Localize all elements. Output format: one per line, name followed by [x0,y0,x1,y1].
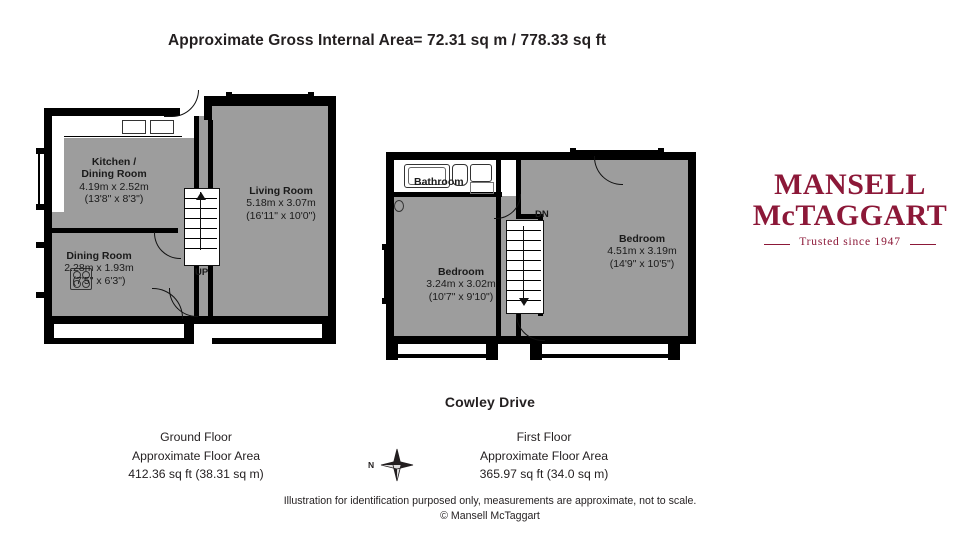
sink-icon [150,120,174,134]
pier-bottom-far-right [322,324,336,344]
kitchen-dining-name-line2: Dining Room [81,168,147,181]
bedroom-rear-imperial: (14'9" x 10'5") [609,257,675,270]
brand-logo [748,170,952,248]
first-floor-title: First Floor [516,430,572,444]
brand-line-1: MANSELL [774,168,926,201]
ground-floor-caption [78,428,314,484]
bedroom-rear-name: Bedroom [618,233,666,245]
ground-floor-plan [36,92,342,354]
ground-floor-subtitle: Approximate Floor Area [131,448,261,463]
compass-rose-icon [368,448,414,482]
living-room-name: Living Room [249,185,313,197]
first-floor-area: 365.97 sq ft (34.0 sq m) [479,467,609,481]
living-room-metric: 5.18m x 3.07m [246,197,316,210]
ff-pier-bottom-right [668,344,680,360]
disclaimer-line-2: © Mansell McTaggart [440,510,540,522]
brand-tagline: Trusted since 1947 [799,236,901,249]
brand-rule-right [910,244,936,245]
ff-partition-landing-left [496,160,501,342]
wall-bottom-sill [54,338,184,344]
window-pier-left-d [36,292,44,298]
ff-window-bottom-b [542,354,668,358]
basin-icon [470,164,492,182]
wall-bottom [44,316,336,324]
ff-window-bottom-a [398,354,486,358]
ground-floor-area: 412.36 sq ft (38.31 sq m) [128,467,264,481]
wall-bottom-sill-2 [212,338,322,344]
bedroom-front-name: Bedroom [437,266,485,278]
living-room-imperial: (16'11" x 10'0") [246,209,316,222]
property-street-title: Cowley Drive [444,394,536,410]
compass-north-label: N [368,460,375,470]
window-top [232,94,308,96]
ff-pier-bottom-left [386,344,398,360]
label-bathroom: Bathroom [414,176,464,188]
kitchen-dining-name-line1: Kitchen / [91,156,137,168]
dining-room-metric: 2.28m x 1.93m [64,262,134,275]
window-pier-left-c [36,242,44,248]
window-left [38,154,40,204]
wall-ff-top [386,152,696,160]
label-living-room [222,185,340,222]
door-front-arc [164,90,199,117]
dining-room-imperial: (7'5" x 6'3") [72,274,126,287]
ff-window-top [576,150,658,152]
disclaimer-line-1: Illustration for identification purposed only, measurements are approximate, not to scale. [283,495,697,507]
brand-line-2: McTAGGART [752,198,948,232]
ff-partition-landing-right [516,160,521,218]
dining-room-name: Dining Room [66,250,132,262]
stair-up-arrow-icon [200,192,201,250]
counter-top-line [64,136,182,137]
kitchen-dining-imperial: (13'8" x 8'3") [84,193,144,206]
ff-pier-bottom-mid2 [530,344,542,360]
label-kitchen-dining-room [58,156,170,206]
bathroom-radiator-icon [394,200,404,212]
bedroom-front-metric: 3.24m x 3.02m [426,278,496,291]
wall-step-vertical [204,96,212,120]
ff-window-left [384,250,386,298]
label-stairs-up: UP [195,267,209,278]
label-bedroom-rear [577,233,707,270]
label-dining-room [40,250,158,287]
kitchen-dining-metric: 4.19m x 2.52m [79,180,149,193]
disclaimer-text [0,494,980,524]
bathroom-floor-tile-icon [470,182,494,194]
pier-bottom-right [184,324,194,344]
brand-rule-left [764,244,790,245]
stair-up-arrow-head-icon [196,192,206,200]
ground-floor-title: Ground Floor [160,430,232,444]
label-stairs-dn: DN [535,209,549,220]
ff-window-pier-left-b [382,298,390,304]
gross-internal-area-text: Approximate Gross Internal Area= 72.31 sq m / 778.33 sq ft [168,32,607,49]
bedroom-rear-metric: 4.51m x 3.19m [607,245,677,258]
ff-pier-bottom-mid [486,344,498,360]
wall-top-left [44,108,180,116]
label-bedroom-front [396,266,526,303]
window-pier-top-b [308,92,314,106]
ff-window-pier-top-b [658,148,664,160]
hob-icon [122,120,146,134]
wall-left-upper [44,108,52,320]
first-floor-subtitle: Approximate Floor Area [479,448,609,463]
window-pier-left-b [36,204,44,210]
pier-bottom-left [44,324,54,344]
first-floor-caption [426,428,662,484]
bedroom-front-imperial: (10'7" x 9'10") [428,290,494,303]
